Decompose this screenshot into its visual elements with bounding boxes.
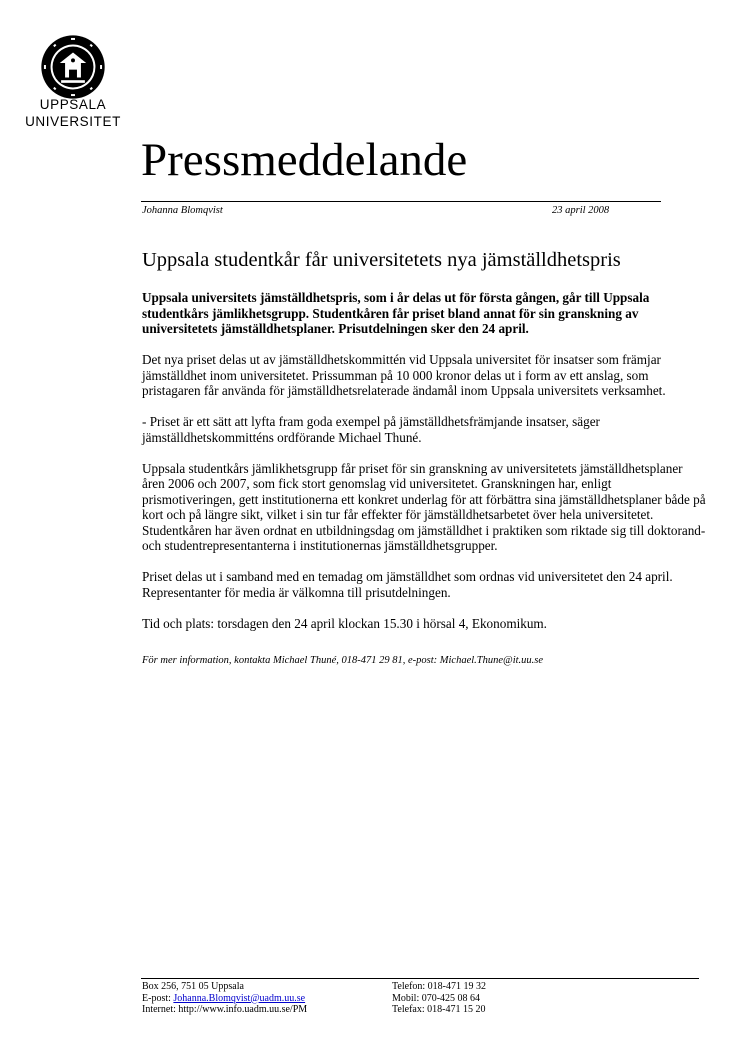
footer-phone-block bbox=[392, 981, 486, 1016]
footer-address-block bbox=[142, 981, 307, 1016]
body-paragraph: Priset delas ut i samband med en temadag om jämställdhet som ordnas vid universitetet den 24 april. Representanter för media är välkomna till prisutdelningen. bbox=[142, 569, 673, 600]
footer-email-row bbox=[142, 993, 307, 1005]
contact-info: För mer information, kontakta Michael Thuné, 018-471 29 81, e-post: Michael.Thune@it.uu.se bbox=[142, 655, 544, 666]
lead-paragraph: Uppsala universitets jämställdhetspris, som i år delas ut för första gången, går till Uppsala studentkårs jämlikhetsgrupp. Studentkåren får priset bland annat för sin granskning av universitetets jämställdhetsplaner. Prisutdelningen sker den 24 april. bbox=[142, 290, 650, 336]
footer-email-link[interactable]: Johanna.Blomqvist@uadm.uu.se bbox=[173, 992, 306, 1004]
university-seal-logo bbox=[40, 34, 106, 100]
footer-divider bbox=[141, 978, 699, 979]
footer-address: Box 256, 751 05 Uppsala bbox=[142, 981, 244, 992]
body-paragraph: Tid och plats: torsdagen den 24 april klockan 15.30 i hörsal 4, Ekonomikum. bbox=[142, 615, 547, 631]
publish-date: 23 april 2008 bbox=[552, 205, 610, 216]
footer-phone: Telefon: 018-471 19 32 bbox=[392, 981, 487, 992]
article-body bbox=[142, 290, 707, 684]
footer-email-label: E-post: bbox=[142, 992, 174, 1004]
footer-internet: Internet: http://www.info.uadm.uu.se/PM bbox=[142, 1004, 308, 1015]
body-paragraph: Det nya priset delas ut av jämställdhetskommittén vid Uppsala universitet för insatser som främjar jämställdhet inom universitetet. Prissumman på 10 000 kronor delas ut i form av ett anslag, som pristagaren får använda för jämställdhetsrelaterade ändamål inom Uppsala universitets verksamhet. bbox=[142, 352, 666, 398]
header-divider bbox=[141, 201, 661, 202]
article-headline: Uppsala studentkår får universitetets nya jämställdhetspris bbox=[142, 249, 621, 271]
university-name-line2: UNIVERSITET bbox=[25, 114, 121, 129]
page-title: Pressmeddelande bbox=[141, 134, 468, 186]
university-name-line1: UPPSALA bbox=[39, 97, 107, 112]
footer-fax: Telefax: 018-471 15 20 bbox=[392, 1004, 486, 1015]
footer-mobile: Mobil: 070-425 08 64 bbox=[392, 992, 481, 1004]
body-paragraph: Uppsala studentkårs jämlikhetsgrupp får priset för sin granskning av universitetets jämställdhetsplaner åren 2006 och 2007, som fick stort genomslag vid universitetet. Granskningen har, enligt prismotiveringen, gett institutionerna ett konkret underlag för att förbättra sina jämställdhetsplaner både på kort och på längre sikt, vilket i sin tur får effekter för jämställdhetsarbetet över hela universitetet. Studentkåren har även ordnat en utbildningsdag om jämställdhet i praktiken som riktade sig till doktorand- och studentrepresentanterna i institutionernas jämställdhetsgrupper. bbox=[142, 460, 706, 553]
author-name: Johanna Blomqvist bbox=[142, 205, 223, 216]
body-paragraph: - Priset är ett sätt att lyfta fram goda exempel på jämställdhetsfrämjande insatser, säger jämställdhetskommitténs ordförande Michael Thuné. bbox=[142, 414, 600, 445]
